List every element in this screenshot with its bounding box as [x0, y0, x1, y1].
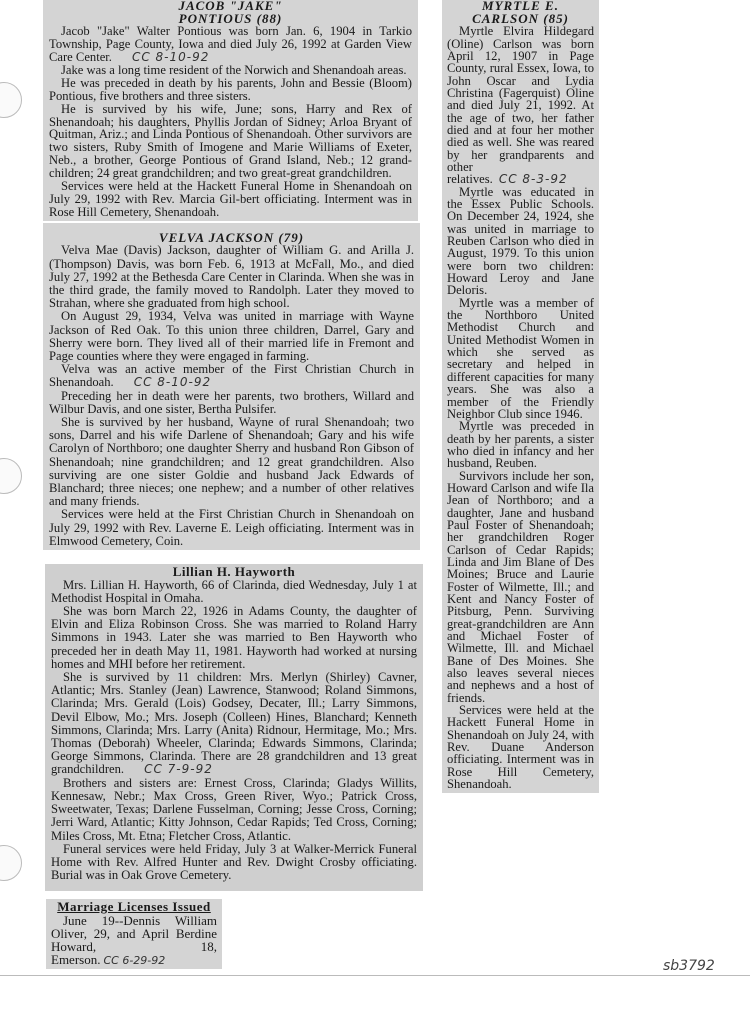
paragraph: She is survived by her husband, Wayne of rural Shenandoah; two sons, Darrel and his wife Darlene of Shenandoah; Gary and his wife Carolyn of Northboro; one daughter Sherry and husband Ron Gibson of Shenandoah; nine grandchildren; and 12 great grandchildren. Also surviving are one sister Goldie and husband Jack Edwards of Blanchard; three nieces; one nephew; and a number of other relatives and many friends.	[49, 415, 414, 509]
obituary-hayworth	[45, 564, 423, 891]
obituary-title: Lillian H. Hayworth	[172, 564, 296, 580]
punch-hole	[0, 458, 22, 494]
paragraph	[49, 363, 414, 389]
paragraph: Services were held at the Hackett Funeral Home in Shenandoah on July 24, with Rev. Duane Anderson officiating. Interment was in Rose Hill Cemetery, Shenandoah.	[447, 703, 594, 792]
paragraph: Jake was a long time resident of the Norwich and Shenandoah areas.	[61, 62, 407, 77]
handwritten-note: CC 8-10-92	[131, 50, 210, 64]
paragraph: Funeral services were held Friday, July 3 at Walker-Merrick Funeral Home with Rev. Alfred Hunter and Rev. Dwight Crosby officiating. Burial was in Oak Grove Cemetery.	[51, 841, 417, 883]
paragraph: Preceding her in death were her parents, two brothers, Willard and Wilbur Davis, and one sister, Bertha Pulsifer.	[49, 388, 414, 416]
paragraph-text: June 19--Dennis William Oliver, 29, and April Berdine Howard, 18, Emerson.	[51, 912, 217, 967]
obituary-title: JACOB "JAKE"	[178, 0, 283, 13]
paragraph: Services were held at the Hackett Funeral Home in Shenandoah on July 29, 1992 with Rev. Marcia Gil-bert officiating. Interment was in Rose Hill Cemetery, Shenandoah.	[49, 179, 412, 219]
paragraph-text: She is survived by 11 children: Mrs. Merlyn (Shirley) Cavner, Atlantic; Mrs. Stanley (Jean) Lawrence, Stanwood; Roland Simmons, Clarinda; Mrs. Gerald (Lois) Godsey, Decater, Ill.; Larry Simmons, Devil Elbow, Mo.; Mrs. Joseph (Colleen) Hines, Blanchard; Kenneth Simmons, Clarinda; Mrs. Larry (Anita) Ridnour, Hermitage, Mo.; Mrs. Thomas (Deborah) Wheeler, Clarinda; Edwards Simmons, Clarinda; George Simmons, Clarinda. There are 28 grandchildren and 13 great grandchildren.	[51, 670, 417, 777]
paragraph	[51, 914, 217, 967]
obituary-pontious	[43, 0, 418, 221]
punch-hole	[0, 845, 22, 881]
obituary-title: MYRTLE E.	[482, 0, 559, 13]
paragraph: Services were held at the First Christian Church in Shenandoah on July 29, 1992 with Rev. Laverne E. Leigh officiating. Interment was in Elmwood Cemetery, Coin.	[49, 507, 414, 548]
paragraph	[447, 25, 594, 185]
paragraph: She was born March 22, 1926 in Adams County, the daughter of Elvin and Eliza Robinson Cross. She was married to Roland Harry Simmons in 1943. Later she was married to Ben Hayworth who preceded her in death May 11, 1981. Hayworth had worked at nursing homes and MHI before her retirement.	[51, 604, 417, 671]
section-title: Marriage Licenses Issued	[57, 899, 211, 915]
paragraph: Myrtle was a member of the Northboro United Methodist Church and United Methodist Women in which she served as secretary and helped in different capacities for many years. She was also a member of the Friendly Neighbor Club since 1946.	[447, 295, 594, 421]
paragraph-text: Jacob "Jake" Walter Pontious was born Jan. 6, 1904 in Tarkio Township, Page County, Iowa and died July 26, 1992 at Garden View Care Center.	[49, 24, 412, 64]
paragraph: Velva Mae (Davis) Jackson, daughter of William G. and Arilla J. (Thompson) Davis, was born Feb. 6, 1913 at McFall, Mo., and died July 27, 1992 at the Bethesda Care Center in Clarinda. When she was in the third grade, the family moved to Randolph. Later they moved to Strahan, where she graduated from high school.	[49, 243, 414, 311]
paragraph: On August 29, 1934, Velva was united in marriage with Wayne Jackson of Red Oak. To this union three children, Darrel, Gary and Sherry were born. They lived all of their married life in Fremont and Page counties where they were engaged in farming.	[49, 309, 414, 363]
handwritten-note: CC 7-9-92	[144, 762, 213, 777]
obituary-title: VELVA JACKSON (79)	[158, 229, 305, 245]
obituary-title: PONTIOUS (88)	[178, 10, 283, 26]
obituary-title: CARLSON (85)	[472, 10, 569, 26]
left-column	[43, 0, 425, 969]
paragraph: He was preceded in death by his parents, John and Bessie (Bloom) Pontious, five brothers and three sisters.	[49, 75, 412, 103]
paragraph-text: Myrtle Elvira Hildegard (Oline) Carlson was born April 12, 1907 in Page County, rural Essex, Iowa, to John Oscar and Lydia Christina (Fagerquist) Oline and died July 21, 1992. At the age of two, her father died and at four her mother died as well. She was reared by her grandparents and other relatives.	[447, 24, 594, 187]
obituary-jackson	[43, 223, 420, 550]
punch-hole	[0, 82, 22, 118]
paragraph-text: Velva was an active member of the First Christian Church in Shenandoah.	[49, 362, 414, 390]
paragraph: Mrs. Lillian H. Hayworth, 66 of Clarinda, died Wednesday, July 1 at Methodist Hospital in Omaha.	[51, 577, 417, 605]
paragraph	[49, 25, 412, 64]
handwritten-note: CC 6-29-92	[103, 953, 166, 967]
paragraph: He is survived by his wife, June; sons, Harry and Rex of Shenandoah; his daughters, Phyllis Jordan of Sidney; Arloa Bryant of Quitman, Ariz.; and Linda Pontious of Shenandoah. Other survivors are two sisters, Ruby Smith of Imogene and Marie Williams of Exeter, Neb., a brother, George Pontious of Grand Island, Neb.; 12 grand-children; 24 great grandchildren; and two great-great grandchildren.	[49, 101, 412, 181]
paragraph: Myrtle was preceded in death by her parents, a sister who died in infancy and her husband, Reuben.	[447, 419, 594, 471]
handwritten-note: CC 8-3-92	[498, 172, 568, 187]
paragraph	[51, 671, 417, 777]
paragraph: Survivors include her son, Howard Carlson and wife Ila Jean of Northboro; and a daughter, Jane and husband Paul Foster of Shenandoah; her grandchildren Roger Carlson of Cedar Rapids; Linda and Jim Blane of Des Moines; Bruce and Laurie Foster of Wilmette, Ill.; and Kent and Nancy Foster of Pitsburg, Penn. Surviving great-grandchildren are Ann and Michael Foster of Wilmette, Ill. and Michael Bane of Des Moines. She also leaves several nieces and nephews and a host of friends.	[447, 468, 594, 705]
handwritten-note: CC 8-10-92	[133, 375, 212, 390]
paragraph: Brothers and sisters are: Ernest Cross, Clarinda; Gladys Willits, Kennesaw, Nebr.; Max Cross, Green River, Wyo.; Patrick Cross, Sweetwater, Texas; Darlene Fusselman, Corning; Jesse Cross, Corning; Jerri Ward, Atlantic; Kitty Johnson, Cedar Rapids; Ted Cross, Corning; Miles Cross, Mt. Etna; Fletcher Cross, Atlantic.	[51, 775, 417, 843]
marriage-licenses	[46, 899, 222, 969]
obituary-carlson	[442, 0, 599, 793]
paragraph: Myrtle was educated in the Essex Public Schools. On December 24, 1924, she was united in marriage to Reuben Carlson who died in August, 1979. To this union were born two children: Howard Leroy and Jane Deloris.	[447, 184, 594, 298]
handwritten-page-id: sb3792	[663, 958, 715, 974]
page-edge	[0, 975, 750, 976]
